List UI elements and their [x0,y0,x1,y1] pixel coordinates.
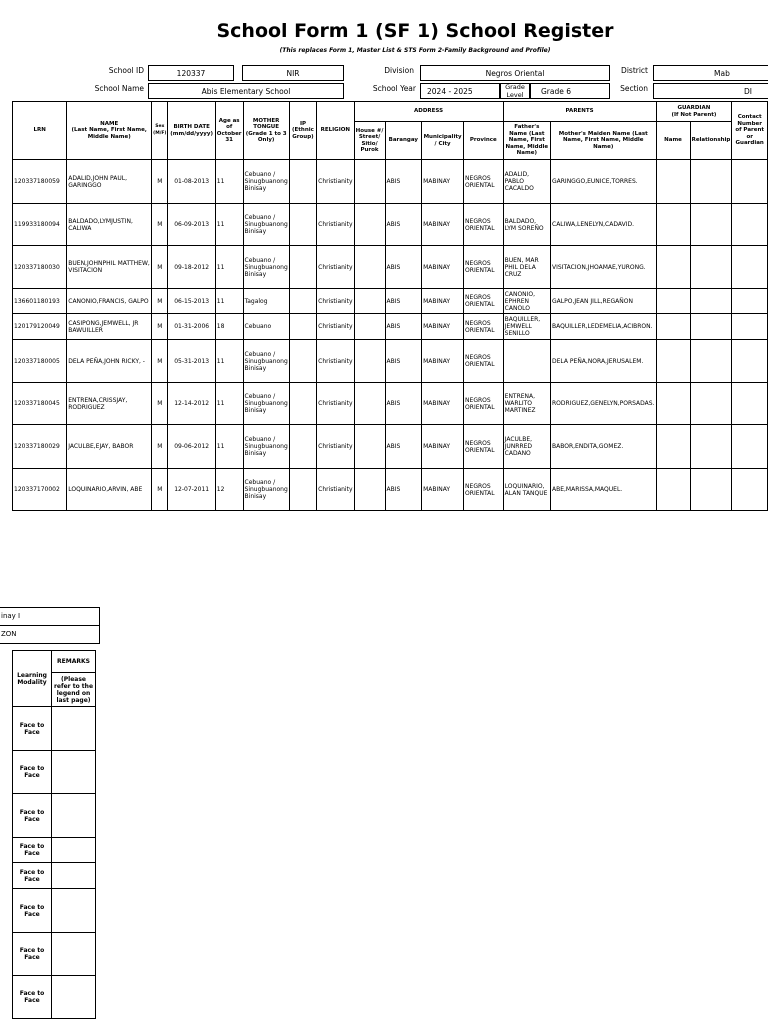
student-mother: DELA PEÑA,NORA,JERUSALEM. [551,340,657,383]
student-barangay: ABIS [385,340,422,383]
modality-row [13,933,96,976]
form-subtitle: (This replaces Form 1, Master List & STS Form 2-Family Background and Profile) [279,47,551,54]
student-relationship [690,383,732,425]
student-relationship [690,160,732,204]
modality-row [13,838,96,863]
student-birth-date: 06-09-2013 [168,204,215,246]
student-lrn: 120337180045 [13,383,67,425]
remarks-value [52,889,96,933]
division-label: Division [384,66,414,75]
student-guardian-name [656,314,690,340]
student-contact [732,246,768,289]
student-house [354,160,385,204]
student-birth-date: 12-07-2011 [168,469,215,511]
student-ip [289,340,316,383]
student-guardian-name [656,246,690,289]
student-sex: M [152,340,168,383]
student-age: 11 [215,383,243,425]
student-religion: Christianity [317,425,354,469]
student-ip [289,289,316,314]
student-guardian-name [656,383,690,425]
col-municipality: Municipality / City [422,122,464,160]
student-relationship [690,246,732,289]
student-sex: M [152,204,168,246]
grade-level-value: Grade 6 [530,83,610,99]
col-name [67,102,152,160]
student-guardian-name [656,425,690,469]
remarks-value [52,976,96,1019]
student-mother-tongue: Cebuano / Sinugbuanong Binisay [243,204,289,246]
modality-row [13,976,96,1019]
student-name: ADALID,JOHN PAUL, GARINGGO [67,160,152,204]
student-mother-tongue: Cebuano / Sinugbuanong Binisay [243,425,289,469]
learning-modality-value: Face to Face [13,838,52,863]
col-guardian-name: Name [656,122,690,160]
student-guardian-name [656,204,690,246]
student-father: LOQUINARIO, ALAN TANQUE [503,469,550,511]
learning-modality-value: Face to Face [13,889,52,933]
section-value: DI [653,83,768,99]
student-name: BUEN,JOHNPHIL MATTHEW, VISITACION [67,246,152,289]
student-barangay: ABIS [385,160,422,204]
student-barangay: ABIS [385,204,422,246]
student-ip [289,425,316,469]
student-municipality: MABINAY [422,383,464,425]
student-barangay: ABIS [385,469,422,511]
remarks-value [52,794,96,838]
student-house [354,425,385,469]
col-guardian-sub: (If Not Parent) [671,111,717,118]
col-remarks: REMARKS [52,651,96,673]
student-ip [289,204,316,246]
student-age: 12 [215,469,243,511]
student-father: ADALID, PABLO CACALDO [503,160,550,204]
col-age: Age as of October 31 [215,102,243,160]
student-father: CANONIO, EPHREN CANOLO [503,289,550,314]
student-ip [289,160,316,204]
division-value: Negros Oriental [420,65,610,81]
student-age: 11 [215,246,243,289]
region-value: NIR [242,65,344,81]
student-house [354,289,385,314]
district-value: Mab [653,65,768,81]
student-birth-date: 09-18-2012 [168,246,215,289]
col-parents: PARENTS [503,102,656,122]
modality-row [13,751,96,794]
form-title: School Form 1 (SF 1) School Register [216,20,614,42]
student-mother-tongue: Tagalog [243,289,289,314]
student-municipality: MABINAY [422,246,464,289]
student-age: 11 [215,204,243,246]
student-contact [732,469,768,511]
table-row [13,246,768,289]
student-barangay: ABIS [385,289,422,314]
student-name: BALDADO,LYMJUSTIN, CALIWA [67,204,152,246]
col-house: House #/ Street/ Sitio/ Purok [354,122,385,160]
remarks-value [52,838,96,863]
learning-modality-value: Face to Face [13,751,52,794]
student-mother: CALIWA,LENELYN,CADAVID. [551,204,657,246]
student-lrn: 120179120049 [13,314,67,340]
col-sex: Sex (M/F) [152,102,168,160]
student-contact [732,340,768,383]
modality-table [12,650,96,1019]
modality-row [13,794,96,838]
col-lrn: LRN [13,102,67,160]
student-age: 11 [215,425,243,469]
student-age: 18 [215,314,243,340]
student-province: NEGROS ORIENTAL [464,204,504,246]
school-year-value: 2024 - 2025 [420,83,500,99]
student-barangay: ABIS [385,246,422,289]
remarks-value [52,863,96,889]
student-barangay: ABIS [385,425,422,469]
student-house [354,314,385,340]
student-religion: Christianity [317,469,354,511]
student-guardian-name [656,160,690,204]
table-row [13,425,768,469]
learning-modality-value: Face to Face [13,794,52,838]
student-barangay: ABIS [385,314,422,340]
student-relationship [690,425,732,469]
table-row [13,314,768,340]
col-guardian-title: GUARDIAN [677,105,711,111]
col-religion: RELIGION [317,102,354,160]
col-birth-date: BIRTH DATE (mm/dd/yyyy) [168,102,215,160]
student-father: BALDADO, LYM SOREÑO [503,204,550,246]
student-birth-date: 06-15-2013 [168,289,215,314]
student-mother-tongue: Cebuano / Sinugbuanong Binisay [243,160,289,204]
student-father: BUEN, MAR PHIL DELA CRUZ [503,246,550,289]
student-province: NEGROS ORIENTAL [464,314,504,340]
student-municipality: MABINAY [422,340,464,383]
student-barangay: ABIS [385,383,422,425]
student-province: NEGROS ORIENTAL [464,383,504,425]
student-contact [732,383,768,425]
col-remarks-sub: (Please refer to the legend on last page) [52,673,96,707]
student-relationship [690,204,732,246]
learning-modality-value: Face to Face [13,976,52,1019]
student-father: JACULBE, JUNRRED CADANO [503,425,550,469]
student-province: NEGROS ORIENTAL [464,160,504,204]
col-mother-tongue: MOTHER TONGUE (Grade 1 to 3 Only) [243,102,289,160]
register-table [12,101,768,511]
school-id-value: 120337 [148,65,234,81]
student-ip [289,314,316,340]
student-relationship [690,289,732,314]
learning-modality-value: Face to Face [13,933,52,976]
student-father: ENTRENA, WARLITO MARTINEZ [503,383,550,425]
student-relationship [690,469,732,511]
student-municipality: MABINAY [422,425,464,469]
section-label: Section [620,84,648,93]
student-house [354,204,385,246]
col-ip: IP (Ethnic Group) [289,102,316,160]
col-name-title: NAME [100,120,119,127]
col-province: Province [464,122,504,160]
student-age: 11 [215,289,243,314]
student-lrn: 120337180029 [13,425,67,469]
student-religion: Christianity [317,160,354,204]
school-id-label: School ID [108,66,144,75]
modality-row [13,889,96,933]
school-name-value: Abis Elementary School [148,83,344,99]
student-ip [289,246,316,289]
student-name: JACULBE,EJAY, BABOR [67,425,152,469]
student-house [354,469,385,511]
student-province: NEGROS ORIENTAL [464,246,504,289]
modality-row [13,863,96,889]
student-religion: Christianity [317,246,354,289]
student-ip [289,469,316,511]
student-lrn: 119933180094 [13,204,67,246]
student-province: NEGROS ORIENTAL [464,289,504,314]
student-mother-tongue: Cebuano [243,314,289,340]
student-religion: Christianity [317,289,354,314]
col-contact: Contact Number of Parent or Guardian [732,102,768,160]
student-name: ENTRENA,CRISSJAY, RODRIGUEZ [67,383,152,425]
col-learning-modality: Learning Modality [13,651,52,707]
student-mother-tongue: Cebuano / Sinugbuanong Binisay [243,340,289,383]
student-contact [732,289,768,314]
student-age: 11 [215,160,243,204]
student-lrn: 136601180193 [13,289,67,314]
student-father: BAQUILLER, JEMWELL SENILLO [503,314,550,340]
student-province: NEGROS ORIENTAL [464,425,504,469]
student-lrn: 120337180005 [13,340,67,383]
student-birth-date: 05-31-2013 [168,340,215,383]
student-religion: Christianity [317,340,354,383]
student-mother: GALPO,JEAN JILL,REGAÑON [551,289,657,314]
col-relationship: Relationship [690,122,732,160]
student-mother: ABE,MARISSA,MAQUEL. [551,469,657,511]
student-municipality: MABINAY [422,314,464,340]
student-guardian-name [656,340,690,383]
student-contact [732,204,768,246]
page-two-fragment [0,607,100,1024]
modality-row [13,707,96,751]
student-municipality: MABINAY [422,469,464,511]
school-name-label: School Name [94,84,144,93]
student-relationship [690,314,732,340]
student-province: NEGROS ORIENTAL [464,469,504,511]
student-religion: Christianity [317,383,354,425]
student-house [354,340,385,383]
student-guardian-name [656,289,690,314]
col-address: ADDRESS [354,102,503,122]
table-row [13,204,768,246]
student-municipality: MABINAY [422,160,464,204]
school-year-label: School Year [372,84,416,93]
learning-modality-value: Face to Face [13,863,52,889]
student-sex: M [152,469,168,511]
student-mother-tongue: Cebuano / Sinugbuanong Binisay [243,469,289,511]
table-row [13,383,768,425]
student-name: CANONIO,FRANCIS, GALPO [67,289,152,314]
grade-level-label: Grade Level [500,83,530,99]
student-lrn: 120337180059 [13,160,67,204]
district-fragment: inay I [0,607,100,626]
table-row [13,289,768,314]
student-contact [732,160,768,204]
student-name: DELA PEÑA,JOHN RICKY, - [67,340,152,383]
table-row [13,469,768,511]
student-relationship [690,340,732,383]
student-sex: M [152,246,168,289]
remarks-value [52,707,96,751]
student-guardian-name [656,469,690,511]
student-birth-date: 01-08-2013 [168,160,215,204]
student-ip [289,383,316,425]
student-birth-date: 09-06-2012 [168,425,215,469]
student-lrn: 120337170002 [13,469,67,511]
student-mother: BABOR,ENDITA,GOMEZ. [551,425,657,469]
remarks-value [52,751,96,794]
student-religion: Christianity [317,314,354,340]
student-lrn: 120337180030 [13,246,67,289]
student-religion: Christianity [317,204,354,246]
student-father [503,340,550,383]
student-name: LOQUINARIO,ARVIN, ABE [67,469,152,511]
table-row [13,340,768,383]
student-municipality: MABINAY [422,204,464,246]
student-mother: BAQUILLER,LEDEMELIA,ACIBRON. [551,314,657,340]
student-contact [732,425,768,469]
student-birth-date: 12-14-2012 [168,383,215,425]
remarks-value [52,933,96,976]
learning-modality-value: Face to Face [13,707,52,751]
student-mother: RODRIGUEZ,GENELYN,PORSADAS. [551,383,657,425]
district-label: District [621,66,648,75]
student-house [354,383,385,425]
student-sex: M [152,314,168,340]
col-barangay: Barangay [385,122,422,160]
student-house [354,246,385,289]
col-name-sub: (Last Name, First Name, Middle Name) [71,127,147,140]
student-municipality: MABINAY [422,289,464,314]
col-mother: Mother's Maiden Name (Last Name, First Name, Middle Name) [551,122,657,160]
student-contact [732,314,768,340]
student-mother: VISITACION,JHOAMAE,YURONG. [551,246,657,289]
student-age: 11 [215,340,243,383]
student-mother-tongue: Cebuano / Sinugbuanong Binisay [243,383,289,425]
student-mother-tongue: Cebuano / Sinugbuanong Binisay [243,246,289,289]
col-guardian [656,102,732,122]
student-sex: M [152,383,168,425]
col-father: Father's Name (Last Name, First Name, Middle Name) [503,122,550,160]
student-sex: M [152,289,168,314]
student-birth-date: 01-31-2006 [168,314,215,340]
table-row [13,160,768,204]
student-sex: M [152,425,168,469]
student-sex: M [152,160,168,204]
student-mother: GARINGGO,EUNICE,TORRES. [551,160,657,204]
student-province: NEGROS ORIENTAL [464,340,504,383]
section-fragment: ZON [0,625,100,644]
student-name: CASIPONG,JEMWELL, JR BAWUILLER [67,314,152,340]
